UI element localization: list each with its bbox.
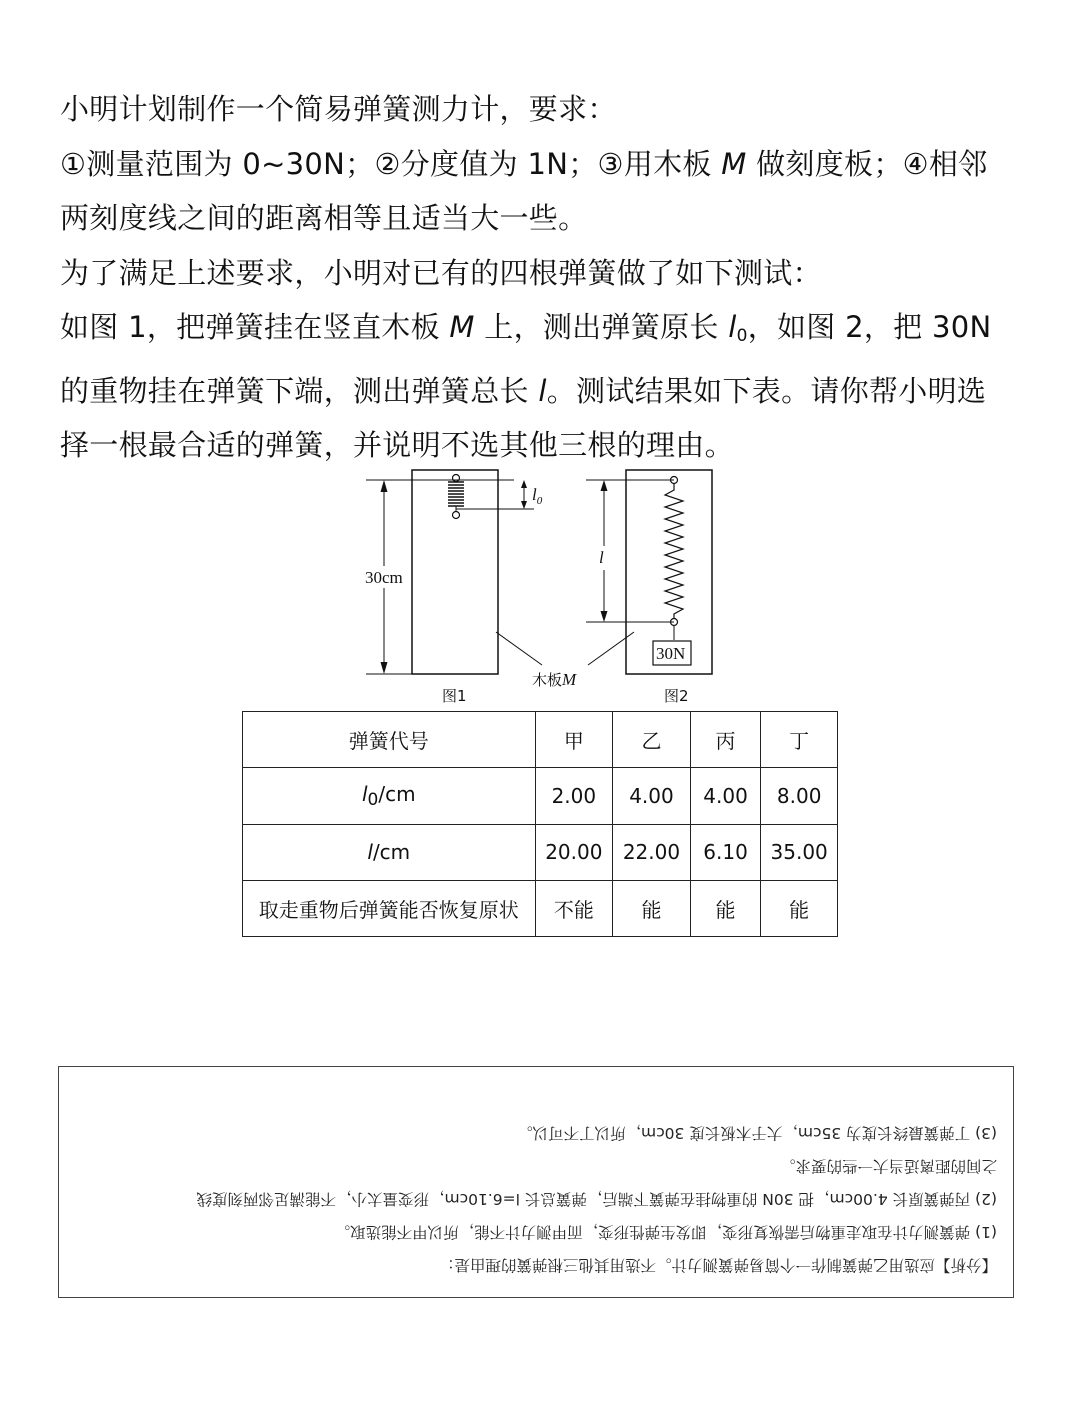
answer-line-5: (3) 丁弹簧最终长度为 35cm，大于木板长度 30cm，所以丁不可以。 <box>517 1124 997 1142</box>
board-label: 木板M <box>532 670 577 689</box>
table-cell: 8.00 <box>761 768 838 824</box>
table-cell: 能 <box>761 880 838 936</box>
spring-stretched <box>665 484 683 619</box>
table-cell: 能 <box>690 880 761 936</box>
table-row-l <box>243 824 838 880</box>
header-cell: 弹簧代号 <box>243 712 536 768</box>
table-cell: 不能 <box>535 880 613 936</box>
problem-line-5: 如图 1，把弹簧挂在竖直木板 M 上，测出弹簧原长 $l_0$，如图 2，把 30N <box>60 310 992 346</box>
table-cell: 2.00 <box>535 768 613 824</box>
header-cell: 丁 <box>761 712 838 768</box>
spring-diagram <box>356 462 728 712</box>
problem-text <box>60 82 1040 473</box>
table-row-recover <box>243 880 838 936</box>
fig2-caption: 图2 <box>664 687 689 705</box>
l-label: l <box>599 548 604 567</box>
row-label-recover: 取走重物后弹簧能否恢复原状 <box>243 880 536 936</box>
table-cell: 6.10 <box>690 824 761 880</box>
table-cell: 22.00 <box>613 824 691 880</box>
figure-2 <box>586 470 712 705</box>
answer-line-1: 【分析】应选用乙弹簧制作一个简易弹簧测力计。不选用其他三根弹簧的理由是： <box>438 1256 997 1274</box>
problem-line-1: 小明计划制作一个简易弹簧测力计，要求： <box>60 92 617 126</box>
answer-line-3: (2) 丙弹簧原长 4.00cm，把 30N 的重物挂在弹簧下端后，弹簧总长 l=6.10cm，形变量太小，不能满足邻两刻度线 <box>196 1190 997 1208</box>
answer-upside-down <box>77 1085 997 1281</box>
header-cell: 甲 <box>535 712 613 768</box>
table-cell: 4.00 <box>613 768 691 824</box>
answer-line-4: 之间的距离适当大一些的要求。 <box>779 1157 997 1175</box>
table-cell: 35.00 <box>761 824 838 880</box>
header-cell: 乙 <box>613 712 691 768</box>
problem-line-4: 为了满足上述要求，小明对已有的四根弹簧做了如下测试： <box>60 255 822 290</box>
row-label-l0: $l_0/cm$ <box>243 768 536 824</box>
answer-line-2: (1) 弹簧测力计在取走重物后需恢复形变，即发生弹性形变，而甲测力计不能，所以甲不能选取。 <box>334 1223 997 1241</box>
figure-1 <box>364 470 543 705</box>
table-cell: 4.00 <box>690 768 761 824</box>
problem-line-2: ①测量范围为 0~30N；②分度值为 1N；③用木板 M 做刻度板；④相邻 <box>60 146 988 181</box>
table-header-row <box>243 712 838 768</box>
fig1-caption: 图1 <box>442 687 467 705</box>
row-label-l: l/cm <box>243 824 536 880</box>
spring-short <box>448 482 464 506</box>
table-row-l0 <box>243 768 838 824</box>
problem-line-7: 择一根最合适的弹簧，并说明不选其他三根的理由。 <box>60 428 734 462</box>
weight-label: 30N <box>656 644 686 663</box>
table-cell: 20.00 <box>535 824 613 880</box>
l0-label: $l_0$ <box>532 485 543 507</box>
answer-box <box>58 1066 1014 1298</box>
length-30cm-label: 30cm <box>365 568 403 587</box>
problem-line-6: 的重物挂在弹簧下端，测出弹簧总长 l。测试结果如下表。请你帮小明选 <box>60 373 987 408</box>
problem-line-3: 两刻度线之间的距离相等且适当大一些。 <box>60 201 588 235</box>
header-cell: 丙 <box>690 712 761 768</box>
spring-test-table <box>242 711 838 937</box>
table-cell: 能 <box>613 880 691 936</box>
